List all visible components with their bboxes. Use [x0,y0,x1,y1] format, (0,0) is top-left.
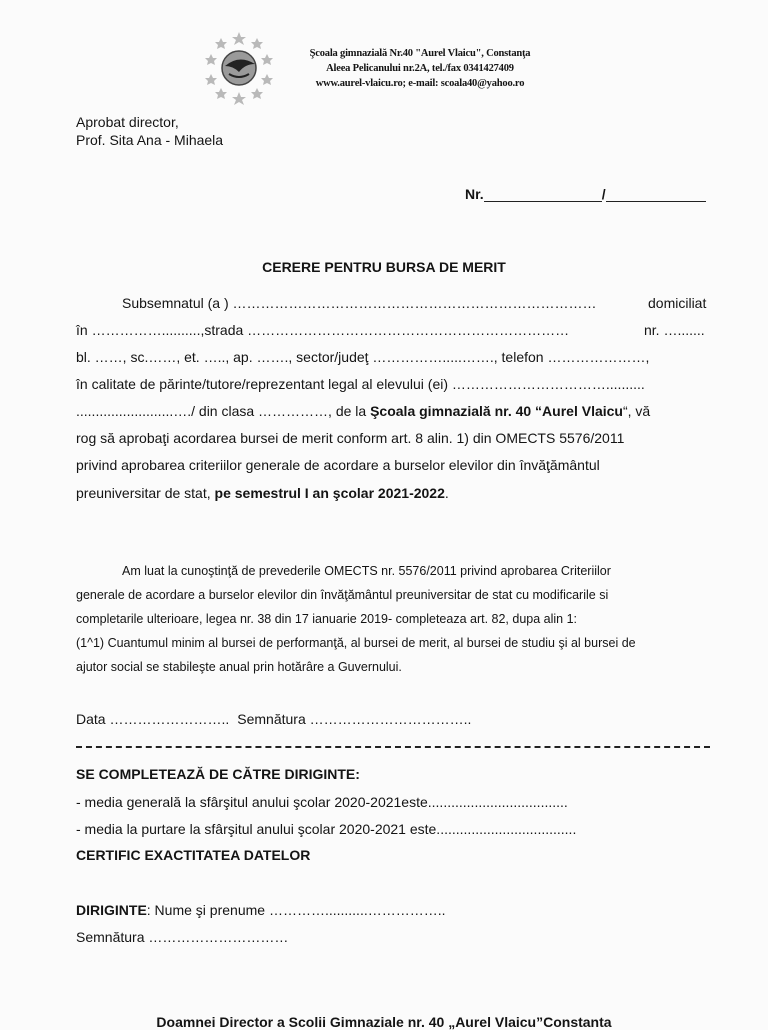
request-line-2-start: în ……………..........,strada …………………………………………………………… [76,322,570,338]
request-line-3: bl. ……, sc.……, et. ….., ap. ……., sector/judeţ …………….....……., telefon …………………, [76,349,650,365]
teacher-name-line [76,902,446,918]
ack-line-1: Am luat la cunoştinţă de prevederile OMECTS nr. 5576/2011 privind aprobarea Criteriilor [122,564,611,578]
request-line-8 [76,485,449,501]
teacher-name-field[interactable]: : Nume şi prenume …………...........…………….. [146,902,446,918]
general-average-field[interactable]: - media generală la sfârşitul anului şcolar 2020-2021este.................................... [76,794,568,810]
director-name: Prof. Sita Ana - Mihaela [76,132,224,148]
ack-line-5: ajutor social se stabileşte anual prin hotărâre a Guvernului. [76,660,402,674]
teacher-label: DIRIGINTE [76,902,147,918]
semester-reference: pe semestrul I an şcolar 2021-2022 [214,485,445,501]
school-address: Aleea Pelicanului nr.2A, tel./fax 0341427409 [326,63,514,74]
request-line-7: privind aprobarea criteriilor generale de acordare a burselor elevilor din învăţământul [76,457,600,473]
conduct-average-field[interactable]: - media la purtare la sfârşitul anului şcolar 2020-2021 este.................................... [76,821,577,837]
school-logo [203,30,275,106]
approval-label: Aprobat director, [76,114,179,130]
request-line-2-end: nr. …....... [644,322,705,338]
request-line-5 [76,403,650,419]
ack-line-2: generale de acordare a burselor elevilor din învăţământul preuniversitar de stat cu modificarile si [76,588,609,602]
registration-label: Nr. [465,186,484,202]
school-name: Şcoala gimnazială Nr.40 "Aurel Vlaicu", Constanţa [309,48,531,59]
school-reference: Şcoala gimnazială nr. 40 “Aurel Vlaicu [370,403,623,419]
ack-line-3: completarile ulterioare, legea nr. 38 din 17 ianuarie 2019- completeaza art. 82, dupa alin 1: [76,612,578,626]
teacher-signature-field[interactable]: Semnătura ………………………… [76,929,289,945]
document-title: CERERE PENTRU BURSA DE MERIT [262,259,506,275]
date-signature-line [76,711,471,727]
request-line-1-start: Subsemnatul (a ) …………………………………………………………………… [122,295,597,311]
request-line-6: rog să aprobaţi acordarea bursei de merit conform art. 8 alin. 1) din OMECTS 5576/2011 [76,430,625,446]
request-line-5-start: .........................…./ din clasa ……………, de la [76,403,371,419]
signature-field[interactable]: …………………………….. [305,711,472,727]
registration-number [465,186,706,202]
request-line-1-end: domiciliat [648,295,707,311]
school-header [285,46,555,91]
signature-label: Semnătura [237,711,306,727]
registration-separator: / [601,186,606,202]
request-line-5-end: “, vă [622,403,651,419]
approval-block [76,113,223,149]
certify-heading: CERTIFIC EXACTITATEA DATELOR [76,847,311,863]
registration-number-field[interactable] [484,187,602,202]
registration-date-field[interactable] [606,187,706,202]
ack-line-4: (1^1) Cuantumul minim al bursei de performanţă, al bursei de merit, al bursei de studiu şi al bursei de [76,636,636,650]
request-line-4: în calitate de părinte/tutore/reprezentant legal al elevului (ei) …………………………….......... [76,376,645,392]
request-line-8-start: preuniversitar de stat, [76,485,215,501]
request-line-8-end: . [444,485,449,501]
school-contact: www.aurel-vlaicu.ro; e-mail: scoala40@yahoo.ro [315,78,525,89]
footer-address-line: Doamnei Director a Scolii Gimnaziale nr. 40 „Aurel Vlaicu”Constanta [156,1014,612,1030]
date-label: Data [76,711,106,727]
teacher-section-heading: SE COMPLETEAZĂ DE CĂTRE DIRIGINTE: [76,766,360,782]
date-field[interactable]: …………………….. [105,711,230,727]
section-divider [76,746,710,748]
